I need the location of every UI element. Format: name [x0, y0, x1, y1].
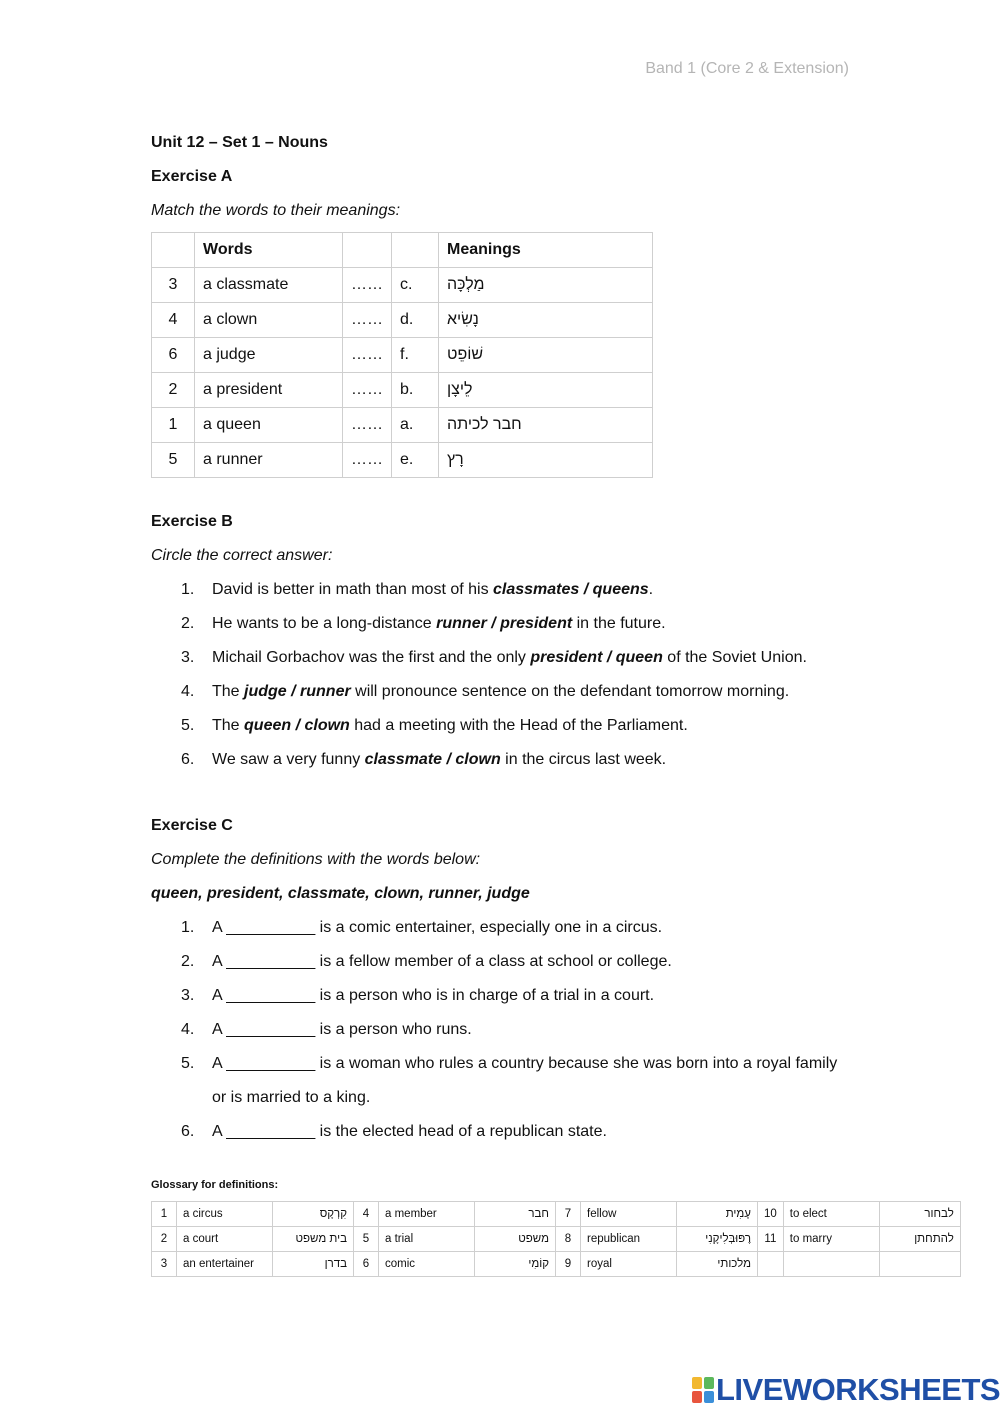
exercise-b-heading: Exercise B: [151, 513, 233, 530]
match-word: a president: [195, 373, 343, 408]
answer-choice[interactable]: runner / president: [436, 615, 573, 632]
exercise-b-instruction: Circle the correct answer:: [151, 547, 333, 564]
header-num-cell: [152, 233, 195, 268]
answer-choice[interactable]: classmates / queens: [493, 581, 649, 598]
item-number: 1.: [181, 919, 195, 936]
match-meaning: מַלְכָּה: [439, 268, 653, 303]
gloss-num: 11: [758, 1227, 784, 1252]
match-meaning: חבר לכיתה: [439, 408, 653, 443]
match-dots: ……: [343, 303, 392, 338]
gloss-hebrew: בדרן: [273, 1252, 354, 1277]
gloss-hebrew: [879, 1252, 960, 1277]
gloss-num: 9: [556, 1252, 581, 1277]
match-dots: ……: [343, 373, 392, 408]
logo-square: [704, 1391, 714, 1403]
gloss-num: 8: [556, 1227, 581, 1252]
match-meaning: נָשִׂיא: [439, 303, 653, 338]
matching-row: [152, 373, 653, 408]
sentence-text: will pronounce sentence on the defendant tomorrow morning.: [350, 683, 790, 700]
exercise-c-instruction: Complete the definitions with the words below:: [151, 851, 481, 868]
match-word: a classmate: [195, 268, 343, 303]
match-answer-input[interactable]: 2: [152, 373, 195, 408]
sentence-text: The: [212, 717, 245, 734]
sentence-text: David is better in math than most of his: [212, 581, 494, 598]
header-letter-cell: [392, 233, 439, 268]
gloss-num: [758, 1252, 784, 1277]
gloss-word: fellow: [581, 1202, 677, 1227]
word-bank: queen, president, classmate, clown, runner, judge: [151, 885, 530, 902]
gloss-num: 4: [354, 1202, 379, 1227]
gloss-hebrew: משפט: [475, 1227, 556, 1252]
logo-mark-icon: [692, 1377, 714, 1403]
sentence-text: He wants to be a long-distance: [212, 615, 437, 632]
gloss-hebrew: קִרְקָס: [273, 1202, 354, 1227]
match-letter: b.: [392, 373, 439, 408]
gloss-num: 1: [152, 1202, 177, 1227]
item-number: 5.: [181, 1055, 195, 1072]
gloss-word: [783, 1252, 879, 1277]
glossary-row: [152, 1227, 961, 1252]
sentence-text: had a meeting with the Head of the Parliament.: [349, 717, 688, 734]
matching-row: [152, 303, 653, 338]
header-meanings: Meanings: [439, 233, 653, 268]
match-letter: c.: [392, 268, 439, 303]
gloss-word: republican: [581, 1227, 677, 1252]
match-answer-input[interactable]: 6: [152, 338, 195, 373]
gloss-word: a circus: [177, 1202, 273, 1227]
sentence-text: of the Soviet Union.: [662, 649, 807, 666]
gloss-hebrew: לבחור: [879, 1202, 960, 1227]
item-number: 3.: [181, 987, 195, 1004]
matching-row: [152, 338, 653, 373]
gloss-hebrew: בית משפט: [273, 1227, 354, 1252]
header-words: Words: [195, 233, 343, 268]
liveworksheets-logo: [692, 1370, 1000, 1410]
match-word: a judge: [195, 338, 343, 373]
gloss-word: a member: [379, 1202, 475, 1227]
sentence-text: Michail Gorbachov was the first and the only: [212, 649, 531, 666]
header-dots-cell: [343, 233, 392, 268]
item-number: 5.: [181, 717, 195, 734]
answer-choice[interactable]: classmate / clown: [364, 751, 501, 768]
gloss-hebrew: להתחתן: [879, 1227, 960, 1252]
gloss-word: comic: [379, 1252, 475, 1277]
answer-choice[interactable]: queen / clown: [244, 717, 350, 734]
answer-choice[interactable]: judge / runner: [244, 683, 351, 700]
match-dots: ……: [343, 268, 392, 303]
item-number: 6.: [181, 751, 195, 768]
matching-row: [152, 443, 653, 478]
matching-row: [152, 408, 653, 443]
match-answer-input[interactable]: 5: [152, 443, 195, 478]
matching-row: [152, 268, 653, 303]
logo-square: [692, 1377, 702, 1389]
definition-text[interactable]: A __________ is a person who runs.: [212, 1021, 472, 1038]
glossary-table: [151, 1201, 961, 1277]
sentence-text: in the circus last week.: [500, 751, 667, 768]
item-number: 2.: [181, 953, 195, 970]
definition-text[interactable]: A __________ is a comic entertainer, especially one in a circus.: [212, 919, 663, 936]
gloss-hebrew: עָמִית: [677, 1202, 758, 1227]
logo-square: [692, 1391, 702, 1403]
item-number: 1.: [181, 581, 195, 598]
gloss-num: 2: [152, 1227, 177, 1252]
gloss-hebrew: קוֹמִי: [475, 1252, 556, 1277]
match-letter: d.: [392, 303, 439, 338]
match-letter: e.: [392, 443, 439, 478]
match-word: a queen: [195, 408, 343, 443]
sentence-text: We saw a very funny: [212, 751, 365, 768]
definition-text[interactable]: A __________ is a fellow member of a class at school or college.: [212, 953, 672, 970]
page-title: Unit 12 – Set 1 – Nouns: [151, 134, 328, 151]
gloss-num: 3: [152, 1252, 177, 1277]
gloss-hebrew: חבר: [475, 1202, 556, 1227]
definition-text[interactable]: A __________ is a person who is in charge of a trial in a court.: [212, 987, 655, 1004]
match-letter: a.: [392, 408, 439, 443]
gloss-num: 10: [758, 1202, 784, 1227]
gloss-num: 5: [354, 1227, 379, 1252]
sentence-text: .: [648, 581, 654, 598]
exercise-a-heading: Exercise A: [151, 168, 233, 185]
match-answer-input[interactable]: 4: [152, 303, 195, 338]
item-number: 3.: [181, 649, 195, 666]
matching-table-header: [152, 233, 653, 268]
gloss-num: 6: [354, 1252, 379, 1277]
match-meaning: רָץ: [439, 443, 653, 478]
header-band-note: Band 1 (Core 2 & Extension): [645, 60, 849, 77]
sentence-text: The: [212, 683, 245, 700]
gloss-word: royal: [581, 1252, 677, 1277]
match-dots: ……: [343, 338, 392, 373]
gloss-word: to marry: [783, 1227, 879, 1252]
gloss-word: an entertainer: [177, 1252, 273, 1277]
definition-text[interactable]: A __________ is the elected head of a republican state.: [212, 1123, 607, 1140]
gloss-hebrew: רֶפּוּבְּלִיקָנִי: [677, 1227, 758, 1252]
match-dots: ……: [343, 443, 392, 478]
match-letter: f.: [392, 338, 439, 373]
match-dots: ……: [343, 408, 392, 443]
glossary-row: [152, 1202, 961, 1227]
gloss-word: a court: [177, 1227, 273, 1252]
logo-text: LIVEWORKSHEETS: [716, 1372, 1000, 1407]
exercise-a-instruction: Match the words to their meanings:: [151, 202, 401, 219]
matching-table: [151, 232, 653, 478]
gloss-word: to elect: [783, 1202, 879, 1227]
match-answer-input[interactable]: 3: [152, 268, 195, 303]
item-number: 2.: [181, 615, 195, 632]
glossary-title: Glossary for definitions:: [151, 1179, 279, 1191]
gloss-num: 7: [556, 1202, 581, 1227]
item-number: 6.: [181, 1123, 195, 1140]
match-word: a runner: [195, 443, 343, 478]
item-number: 4.: [181, 683, 195, 700]
match-answer-input[interactable]: 1: [152, 408, 195, 443]
gloss-hebrew: מלכותי: [677, 1252, 758, 1277]
match-meaning: שׁוֹפֵט: [439, 338, 653, 373]
answer-choice[interactable]: president / queen: [530, 649, 663, 666]
match-word: a clown: [195, 303, 343, 338]
sentence-text: in the future.: [572, 615, 666, 632]
exercise-c-heading: Exercise C: [151, 817, 233, 834]
match-meaning: לֵיצָן: [439, 373, 653, 408]
gloss-word: a trial: [379, 1227, 475, 1252]
logo-square: [704, 1377, 714, 1389]
glossary-row: [152, 1252, 961, 1277]
definition-text[interactable]: A __________ is a woman who rules a country because she was born into a royal family or is married to a king.: [212, 1055, 838, 1106]
item-number: 4.: [181, 1021, 195, 1038]
